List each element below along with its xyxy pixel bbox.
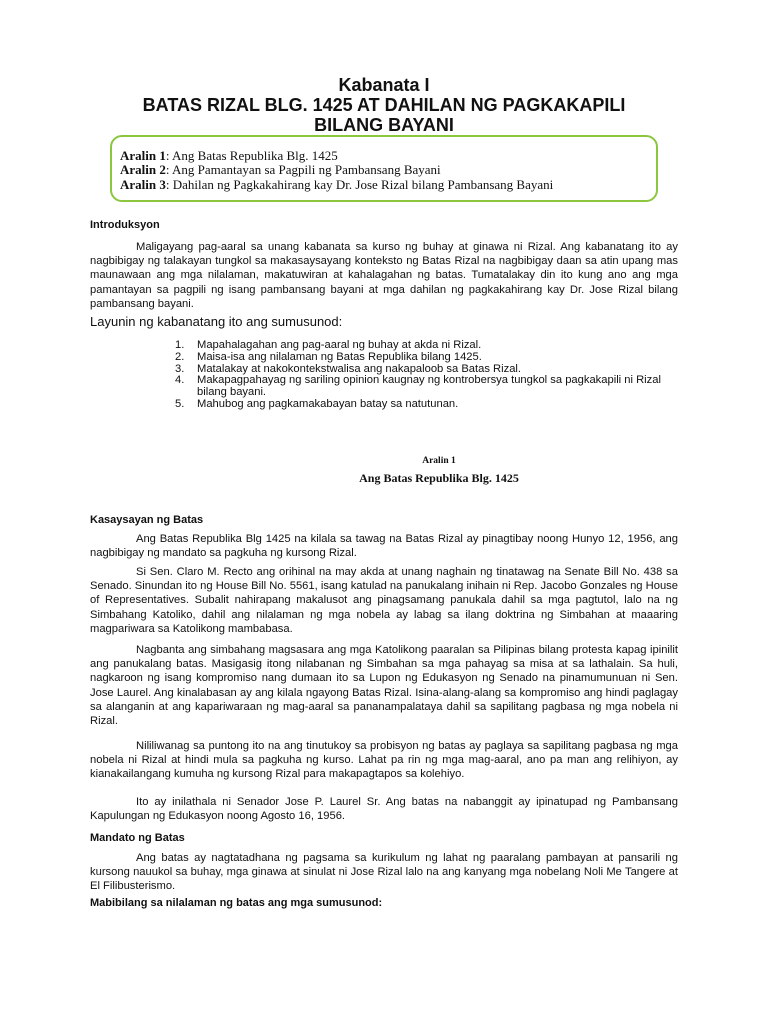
- intro-heading: Introduksyon: [90, 219, 160, 231]
- paragraph-text: Ito ay inilathala ni Senador Jose P. Laurel Sr. Ang batas na nabanggit ay ipinatupad ng Pambansang Kapulungan ng Edukasyon noong Agosto 16, 1956.: [90, 796, 678, 823]
- list-text: Maisa-isa ang nilalaman ng Batas Republika bilang 1425.: [197, 350, 482, 363]
- list-number: 5.: [175, 397, 185, 410]
- list-number: 2.: [175, 350, 185, 363]
- lesson-text: : Ang Batas Republika Blg. 1425: [165, 148, 338, 163]
- goals-list: [175, 340, 680, 411]
- list-item: [175, 399, 680, 411]
- chapter-label: Kabanata I: [338, 75, 430, 95]
- chapter-title-line-2: BILANG BAYANI: [314, 115, 454, 135]
- paragraph-text: Si Sen. Claro M. Recto ang orihinal na may akda at unang naghain ng tinatawag na Senate Bill No. 438 sa Senado. Sinundan ito ng House Bill No. 5561, isang katulad na panukalang inihain ni Rep. Jacobo Gonzales ng House of Representatives. Subalit nahirapang makalusot ang pinagsamang panukala dahil sa mga pagtutol, lalo na ng Simbahang Katoliko, dahil ang nilalaman ng mga nobela ay labag sa ilang doktrina ng Simbahan at maaaring magpariwara sa Katolikong mambabasa.: [90, 566, 678, 635]
- paragraph-text: Nagbanta ang simbahang magsasara ang mga Katolikong paaralan sa Pilipinas bilang protesta kapag ipinilit ang panukalang batas. Masigasig itong nilabanan ng Simbahan sa mga pahayag sa misa at sa lathalain. Sa huli, nagkaroon ng isang kompromiso nang dumaan ito sa Lupon ng Edukasyon ng Senado na pinamumunuan ni Sen. Jose Laurel. Ang kinalabasan ay ang kilala ngayong Batas Rizal. Isina-alang-alang sa kompromiso ang hindi paglagay sa alanganin at ang kapariwaraan ng mag-aaral sa pananampalataya dahil sa sapilitang pagbasa ng mga nobela ni Rizal.: [90, 644, 678, 728]
- paragraph-text: Nililiwanag sa puntong ito na ang tinutukoy sa probisyon ng batas ay paglaya sa sapilitang pagbasa ng mga nobela ni Rizal at hindi mula sa pagkuha ng kurso. Lahat pa rin ng mga mag-aaral, ano pa man ang relihiyon, ay kianakailangang kumuha ng kursong Rizal para makapagtapos sa kolehiyo.: [90, 740, 678, 781]
- list-text: Makapagpahayag ng sariling opinion kaugnay ng kontrobersya tungkol sa pagkakapili ni Rizal bilang bayani.: [197, 374, 661, 399]
- kasaysayan-paragraph-4: [90, 739, 678, 782]
- goals-intro: Layunin ng kabanatang ito ang sumusunod:: [90, 314, 343, 329]
- kasaysayan-paragraph-1: [90, 532, 678, 560]
- paragraph-text: Ang batas ay nagtatadhana ng pagsama sa kurikulum ng lahat ng paaralang pambayan at pansarili ng kursong nauukol sa buhay, mga ginawa at sinulat ni Jose Rizal lalo na ang kanyang mga nobelang Noli Me Tangere at El Filibusterismo.: [90, 852, 678, 893]
- kasaysayan-paragraph-5: [90, 795, 678, 823]
- list-text: Mahubog ang pagkamakabayan batay sa natutunan.: [197, 397, 459, 410]
- mandato-paragraph-1: [90, 851, 678, 894]
- lesson-label: Aralin 1: [120, 148, 166, 163]
- mandato-closing-heading: Mabibilang sa nilalaman ng batas ang mga sumusunod:: [90, 897, 383, 909]
- lesson-text: : Dahilan ng Pagkakahirang kay Dr. Jose Rizal bilang Pambansang Bayani: [165, 177, 554, 192]
- list-item: [175, 375, 680, 399]
- kasaysayan-paragraph-2: [90, 565, 678, 636]
- kasaysayan-heading: Kasaysayan ng Batas: [90, 514, 204, 526]
- list-text: Mapahalagahan ang pag-aaral ng buhay at akda ni Rizal.: [197, 339, 482, 351]
- aralin-1-label: Aralin 1: [422, 456, 456, 466]
- list-number: 4.: [175, 374, 185, 387]
- lesson-label: Aralin 2: [120, 162, 166, 177]
- intro-paragraph: [90, 240, 678, 311]
- lesson-item-3: [120, 177, 553, 193]
- mandato-heading: Mandato ng Batas: [90, 832, 185, 844]
- lesson-label: Aralin 3: [120, 177, 166, 192]
- list-number: 1.: [175, 339, 185, 351]
- list-text: Matalakay at nakokontekstwalisa ang nakapaloob sa Batas Rizal.: [197, 362, 522, 375]
- kasaysayan-paragraph-3: [90, 643, 678, 728]
- aralin-1-title: Ang Batas Republika Blg. 1425: [359, 471, 519, 485]
- list-number: 3.: [175, 362, 185, 375]
- lesson-item-2: [120, 162, 441, 178]
- intro-paragraph-text: Maligayang pag-aaral sa unang kabanata sa kurso ng buhay at ginawa ni Rizal. Ang kabanatang ito ay nagbibigay ng talakayan tungkol sa makasaysayang konteksto ng Batas Rizal na nagbibigay daan sa atin upang mas maunawaan ang mga nilalaman, makatuwiran at kahalagahan ng batas. Tumatalakay din ito kung ano ang mga pamantayan sa pagpili ng isang pambansang bayani at mga dahilan ng pagkakahirang kay Dr. Jose Rizal bilang pambansang bayani.: [90, 241, 678, 310]
- paragraph-text: Ang Batas Republika Blg 1425 na kilala sa tawag na Batas Rizal ay pinagtibay noong Hunyo 12, 1956, ang nagbibigay ng mandato sa pagkuha ng kursong Rizal.: [90, 533, 678, 560]
- chapter-title-line-1: BATAS RIZAL BLG. 1425 AT DAHILAN NG PAGKAKAPILI: [142, 95, 626, 115]
- lesson-text: : Ang Pamantayan sa Pagpili ng Pambansang Bayani: [165, 162, 441, 177]
